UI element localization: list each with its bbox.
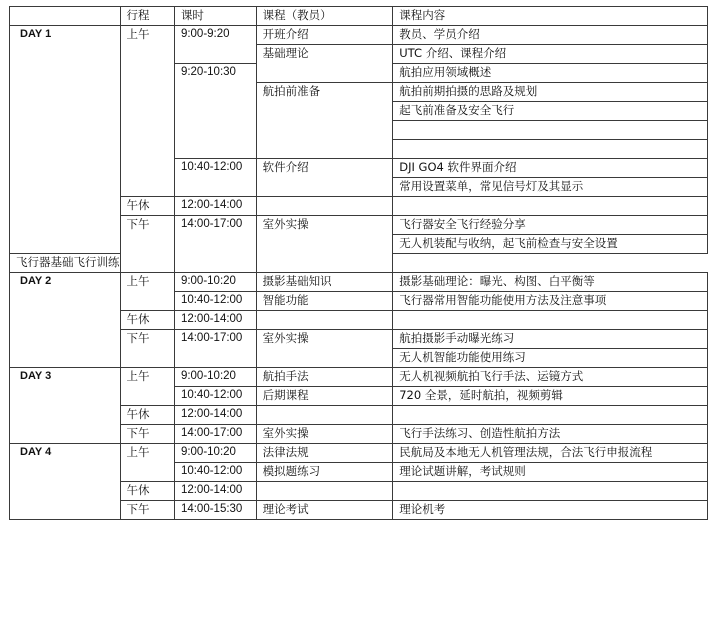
period-cell: 午休 bbox=[120, 197, 174, 216]
day-label: DAY 4 bbox=[10, 444, 121, 520]
course-cell: 室外实操 bbox=[256, 216, 393, 273]
content-cell bbox=[393, 121, 708, 140]
content-cell: 飞行手法练习、创造性航拍方法 bbox=[393, 425, 708, 444]
period-cell: 上午 bbox=[120, 368, 174, 406]
header-course: 课程（教员） bbox=[256, 7, 393, 26]
period-cell: 下午 bbox=[120, 425, 174, 444]
course-cell bbox=[256, 406, 393, 425]
course-cell: 法律法规 bbox=[256, 444, 393, 463]
time-cell: 14:00-15:30 bbox=[174, 501, 256, 520]
content-cell: 无人机装配与收纳，起飞前检查与安全设置 bbox=[393, 235, 708, 254]
content-cell: 飞行器基础飞行训练 bbox=[10, 254, 121, 273]
content-cell: 航拍前期拍摄的思路及规划 bbox=[393, 83, 708, 102]
time-cell: 12:00-14:00 bbox=[174, 482, 256, 501]
time-cell: 12:00-14:00 bbox=[174, 311, 256, 330]
time-cell: 14:00-17:00 bbox=[174, 330, 256, 368]
period-cell: 上午 bbox=[120, 26, 174, 197]
content-cell: 常用设置菜单，常见信号灯及其显示 bbox=[393, 178, 708, 197]
time-cell: 12:00-14:00 bbox=[174, 197, 256, 216]
course-cell bbox=[256, 311, 393, 330]
period-cell: 午休 bbox=[120, 482, 174, 501]
content-cell: 理论试题讲解，考试规则 bbox=[393, 463, 708, 482]
content-cell: 飞行器安全飞行经验分享 bbox=[393, 216, 708, 235]
header-period: 行程 bbox=[120, 7, 174, 26]
course-cell bbox=[256, 197, 393, 216]
header-content: 课程内容 bbox=[393, 7, 708, 26]
content-cell bbox=[393, 406, 708, 425]
content-cell: 航拍应用领域概述 bbox=[393, 64, 708, 83]
course-cell: 智能功能 bbox=[256, 292, 393, 311]
content-cell: 民航局及本地无人机管理法规，合法飞行申报流程 bbox=[393, 444, 708, 463]
course-cell: 航拍前准备 bbox=[256, 83, 393, 159]
content-cell: 无人机视频航拍飞行手法、运镜方式 bbox=[393, 368, 708, 387]
course-cell: 软件介绍 bbox=[256, 159, 393, 197]
day-label: DAY 1 bbox=[10, 26, 121, 254]
time-cell: 9:00-10:20 bbox=[174, 273, 256, 292]
header-row bbox=[10, 7, 708, 26]
time-cell: 12:00-14:00 bbox=[174, 406, 256, 425]
content-cell: 理论机考 bbox=[393, 501, 708, 520]
time-cell: 9:00-9:20 bbox=[174, 26, 256, 64]
course-cell: 室外实操 bbox=[256, 425, 393, 444]
course-cell: 模拟题练习 bbox=[256, 463, 393, 482]
content-cell bbox=[393, 311, 708, 330]
time-cell: 10:40-12:00 bbox=[174, 159, 256, 197]
day-label: DAY 3 bbox=[10, 368, 121, 444]
content-cell: 720 全景，延时航拍，视频剪辑 bbox=[393, 387, 708, 406]
course-cell: 室外实操 bbox=[256, 330, 393, 368]
period-cell: 午休 bbox=[120, 406, 174, 425]
time-cell: 10:40-12:00 bbox=[174, 292, 256, 311]
course-cell: 后期课程 bbox=[256, 387, 393, 406]
time-cell: 10:40-12:00 bbox=[174, 387, 256, 406]
header-day bbox=[10, 7, 121, 26]
content-cell: 起飞前准备及安全飞行 bbox=[393, 102, 708, 121]
content-cell: 航拍摄影手动曝光练习 bbox=[393, 330, 708, 349]
time-cell: 14:00-17:00 bbox=[174, 425, 256, 444]
course-cell: 开班介绍 bbox=[256, 26, 393, 45]
time-cell: 9:00-10:20 bbox=[174, 444, 256, 463]
course-cell bbox=[256, 482, 393, 501]
content-cell: 教员、学员介绍 bbox=[393, 26, 708, 45]
period-cell: 下午 bbox=[120, 330, 174, 368]
period-cell: 下午 bbox=[120, 216, 174, 273]
time-cell: 9:00-10:20 bbox=[174, 368, 256, 387]
course-cell: 航拍手法 bbox=[256, 368, 393, 387]
header-time: 课时 bbox=[174, 7, 256, 26]
content-cell: 无人机智能功能使用练习 bbox=[393, 349, 708, 368]
content-cell bbox=[393, 140, 708, 159]
time-cell: 10:40-12:00 bbox=[174, 463, 256, 482]
day-label: DAY 2 bbox=[10, 273, 121, 368]
period-cell: 下午 bbox=[120, 501, 174, 520]
period-cell: 上午 bbox=[120, 273, 174, 311]
schedule-table bbox=[9, 6, 708, 520]
period-cell: 午休 bbox=[120, 311, 174, 330]
content-cell: 飞行器常用智能功能使用方法及注意事项 bbox=[393, 292, 708, 311]
content-cell bbox=[393, 482, 708, 501]
course-cell: 摄影基础知识 bbox=[256, 273, 393, 292]
content-cell: 摄影基础理论：曝光、构图、白平衡等 bbox=[393, 273, 708, 292]
table-row bbox=[10, 26, 708, 45]
content-cell: UTC 介绍、课程介绍 bbox=[393, 45, 708, 64]
time-cell: 9:20-10:30 bbox=[174, 64, 256, 159]
period-cell: 上午 bbox=[120, 444, 174, 482]
content-cell: DJI GO4 软件界面介绍 bbox=[393, 159, 708, 178]
course-cell: 基础理论 bbox=[256, 45, 393, 83]
course-cell: 理论考试 bbox=[256, 501, 393, 520]
content-cell bbox=[393, 197, 708, 216]
time-cell: 14:00-17:00 bbox=[174, 216, 256, 273]
